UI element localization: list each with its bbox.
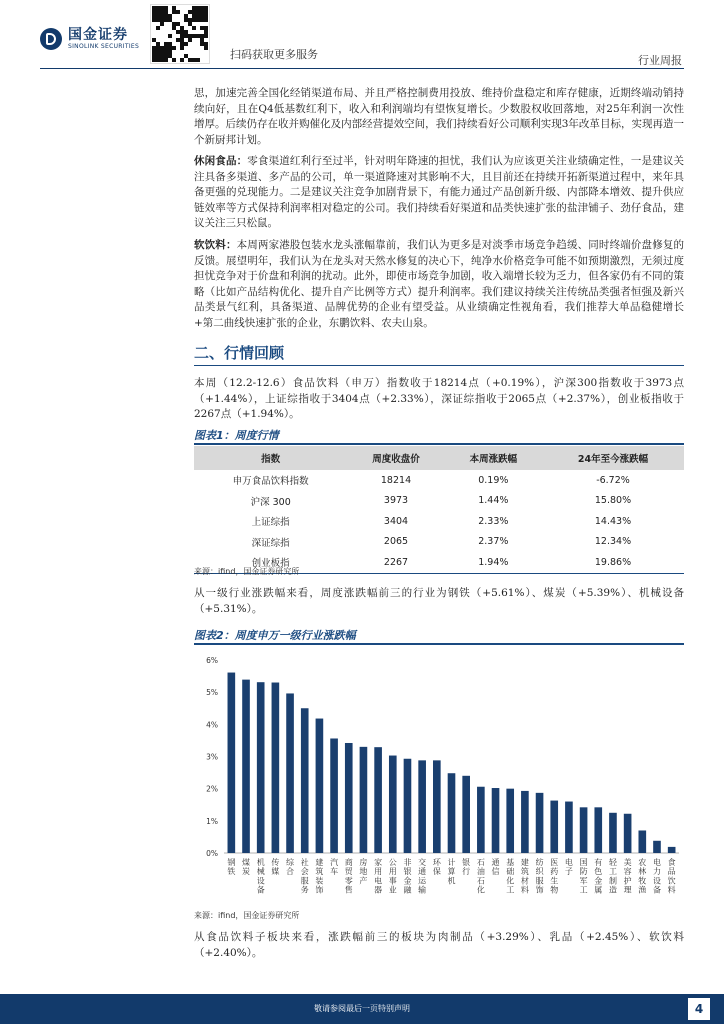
qr-module <box>180 46 184 50</box>
bar <box>565 802 573 853</box>
table-cell: 2065 <box>383 536 409 548</box>
x-tick-label: 计算机 <box>447 858 456 886</box>
table-row <box>194 532 684 553</box>
table-cell: 15.80% <box>594 495 632 507</box>
paragraph-industry: 从一级行业涨跌幅来看，周度涨跌幅前三的行业为钢铁（+5.61%）、煤炭（+5.39%）、机械设备（+5.31%）。 <box>194 587 684 615</box>
table-cell: 深证综指 <box>251 537 290 549</box>
logo-cn-text: 国金证券 <box>68 27 128 43</box>
logo-en-text: SINOLINK SECURITIES <box>68 43 140 50</box>
x-tick-label: 电子 <box>564 858 573 877</box>
qr-module <box>188 38 192 42</box>
x-tick-label: 纺织服饰 <box>535 858 544 895</box>
bar <box>242 680 250 853</box>
paragraph-drinks-body: 本周两家港股包装水龙头涨幅靠前，我们认为更多是对淡季市场竞争趋缓、同时终端价盘修复的反馈。展望明年，我们认为在龙头对天然水修复的决心下，纯净水价格竞争可能不如预期激烈，无须过度担忧竞争对于价盘和利润的扰动。此外，即使市场竞争加剧，收入端增长较为乏力，但各家仍有不同的策略（比如产品结构优化、提升自产比例等方式）提升利润率。我们建议持续关注传统品类强者恒强及新兴品类景气红利，具备渠道、品牌优势的企业有望受益。从业绩确定性视角看，我们推荐大单品稳健增长+第二曲线快速扩张的企业，东鹏饮料、农夫山泉。 <box>194 239 685 329</box>
paragraph-snacks-body: 零食渠道红利行至过半，针对明年降速的担忧，我们认为应该更关注业绩确定性，一是建议关注具备多渠道、多产品的公司，单一渠道降速对其影响不大，且目前还在持续开拓新渠道过程中，来年具备更强的兑现能力。二是建议关注竞争加剧背景下，有能力通过产品创新升级、内部降本增效、提升供应链效率等方式保持利润率相对稳定的公司。我们持续看好渠道和品类快速扩张的盐津铺子、劲仔食品，建议关注三只松鼠。 <box>194 155 685 230</box>
y-tick-label: 6% <box>206 656 218 665</box>
table-header-cell: 本周涨跌幅 <box>445 446 542 470</box>
x-tick-label: 美容护理 <box>623 858 632 895</box>
bar <box>609 813 617 853</box>
table-cell: 创业板指 <box>194 552 347 573</box>
x-tick-label: 商贸零售 <box>344 858 353 895</box>
qr-module <box>164 58 168 62</box>
qr-module <box>172 58 176 62</box>
table-header-cell: 24年至今涨跌幅 <box>542 446 684 470</box>
paragraph-market-review: 本周（12.2-12.6）食品饮料（申万）指数收于18214点（+0.19%），沪深300指数收于3973点（+1.44%），上证综指收于3404点（+2.33%），深证综指收于2065点（+2.37%），创业板指收于2267点（+1.94%）。 <box>194 377 684 421</box>
table-header-cell: 指数 <box>194 446 347 470</box>
qr-module <box>204 46 208 50</box>
bar <box>506 789 514 853</box>
paragraph-block-1 <box>194 86 684 148</box>
bar <box>301 708 309 853</box>
qr-module <box>204 18 208 22</box>
bar <box>521 791 529 853</box>
qr-module <box>172 46 176 50</box>
table-cell: 3404 <box>383 515 409 527</box>
x-tick-label: 社会服务 <box>300 858 309 895</box>
table-row <box>194 511 684 532</box>
table-cell: 1.94% <box>445 552 542 573</box>
qr-module <box>156 26 160 30</box>
bar <box>462 776 470 853</box>
x-tick-label: 环保 <box>432 858 441 877</box>
y-tick-label: 1% <box>206 816 218 826</box>
paragraph-block-6 <box>194 930 684 961</box>
company-logo <box>40 28 139 50</box>
table-cell: 19.86% <box>542 552 684 573</box>
header-divider <box>40 68 684 69</box>
disclaimer-note: 敬请参阅最后一页特别声明 <box>314 1004 410 1013</box>
scan-hint: 扫码获取更多服务 <box>230 48 318 61</box>
bar-chart-svg <box>194 648 684 900</box>
x-tick-label: 基础化工 <box>506 858 515 895</box>
table-header-cell: 周度收盘价 <box>347 446 444 470</box>
bar <box>316 719 324 853</box>
table-cell: 申万食品饮料指数 <box>232 476 309 488</box>
bar <box>580 807 588 853</box>
x-tick-label: 建筑装饰 <box>315 858 324 895</box>
bar <box>433 760 441 853</box>
x-tick-label: 钢铁 <box>227 858 236 877</box>
figure1-title: 图表1：周度行情 <box>194 429 279 442</box>
bar <box>668 847 676 853</box>
figure2-rule <box>194 643 684 645</box>
x-tick-label: 煤炭 <box>242 858 251 877</box>
table-cell: 14.43% <box>594 515 632 527</box>
weekly-market-table <box>194 446 684 574</box>
qr-module <box>184 42 188 46</box>
bar <box>418 760 426 853</box>
table-cell: 1.44% <box>478 495 509 507</box>
bar <box>374 747 382 853</box>
figure1-rule <box>194 443 684 445</box>
bar <box>330 738 338 853</box>
x-tick-label: 汽车 <box>330 858 339 877</box>
qr-module <box>192 26 196 30</box>
page-footer <box>0 994 724 1024</box>
table-cell: 沪深 300 <box>250 496 291 508</box>
table-cell: 0.19% <box>478 474 509 486</box>
bar <box>594 807 602 853</box>
bar <box>492 788 500 853</box>
x-tick-label: 有色金属 <box>594 858 603 895</box>
table-cell: 2267 <box>347 552 444 573</box>
paragraph-block-4 <box>194 376 684 423</box>
figure2-source: 来源：ifind，国金证券研究所 <box>194 911 300 920</box>
x-tick-label: 轻工制造 <box>608 858 617 895</box>
page-header <box>0 0 724 70</box>
x-tick-label: 家用电器 <box>374 858 383 895</box>
table-row <box>194 470 684 491</box>
y-tick-label: 3% <box>206 752 218 762</box>
figure1-source: 来源：ifind，国金证券研究所 <box>194 567 300 576</box>
x-tick-label: 公用事业 <box>388 858 397 895</box>
paragraph-drinks <box>194 238 684 332</box>
x-tick-label: 综合 <box>286 858 295 877</box>
x-tick-label: 食品饮料 <box>667 858 676 895</box>
x-tick-label: 传媒 <box>271 858 280 877</box>
x-tick-label: 机械设备 <box>256 858 265 895</box>
table-cell: 2.33% <box>478 515 509 527</box>
page-number: 4 <box>688 998 710 1020</box>
table-cell: -6.72% <box>596 474 630 486</box>
bar <box>272 683 280 853</box>
x-tick-label: 国防军工 <box>579 858 588 895</box>
figure2-title: 图表2：周度申万一级行业涨跌幅 <box>194 629 356 642</box>
section-title: 二、行情回顾 <box>194 344 285 362</box>
x-tick-label: 农林牧渔 <box>638 858 647 895</box>
x-tick-label: 石油石化 <box>476 858 485 895</box>
x-tick-label: 房地产 <box>359 858 368 886</box>
y-tick-label: 5% <box>206 688 218 698</box>
paragraph-drinks-lead: 软饮料： <box>194 239 237 251</box>
x-tick-label: 银行 <box>462 858 471 877</box>
section-divider <box>194 365 684 366</box>
x-tick-label: 通信 <box>491 858 500 877</box>
x-tick-label: 电力设备 <box>652 858 661 895</box>
table-cell: 12.34% <box>594 536 632 548</box>
paragraph-company: 思，加速完善全国化经销渠道布局、并且严格控制费用投放、维持价盘稳定和库存健康，近期终端动销持续向好，且在Q4低基数红利下，收入和利润端均有望恢复增长。少数股权收回落地，对25年利润一次性增厚。后续仍存在收并购催化及内部经营提效空间，我们持续看好公司顺利实现3年改革目标，实现再造一个新厨邦计划。 <box>194 87 684 146</box>
paragraph-block-5 <box>194 586 684 617</box>
table-cell: 2.37% <box>478 536 509 548</box>
qr-module <box>160 22 164 26</box>
table-cell: 上证综指 <box>251 517 290 529</box>
x-tick-label: 非银金融 <box>403 858 412 895</box>
y-tick-label: 2% <box>206 784 218 794</box>
bar <box>360 747 368 853</box>
bar <box>345 743 353 853</box>
bar <box>624 814 632 853</box>
bar <box>536 793 544 853</box>
bar <box>653 841 661 853</box>
bar <box>257 682 265 853</box>
qr-module <box>176 10 180 14</box>
qr-code-icon[interactable] <box>150 4 210 64</box>
bar <box>477 787 485 853</box>
table-row <box>194 491 684 512</box>
paragraph-snacks-lead: 休闲食品： <box>194 155 248 167</box>
bar <box>228 673 236 853</box>
qr-module <box>180 58 184 62</box>
report-type: 行业周报 <box>638 54 682 67</box>
bar <box>404 759 412 853</box>
industry-bar-chart <box>194 648 684 900</box>
x-tick-label: 医药生物 <box>550 858 559 895</box>
paragraph-subsector: 从食品饮料子板块来看，涨跌幅前三的板块为肉制品（+3.29%）、乳品（+2.45%）、软饮料（+2.40%）。 <box>194 931 684 959</box>
y-tick-label: 4% <box>206 720 218 730</box>
bar <box>448 773 456 853</box>
qr-module <box>168 34 172 38</box>
x-tick-label: 建筑材料 <box>520 858 529 895</box>
paragraph-block-2 <box>194 154 684 232</box>
bar <box>389 756 397 853</box>
bar <box>286 693 294 853</box>
paragraph-block-3 <box>194 238 684 332</box>
logo-mark-icon <box>40 28 62 50</box>
bar <box>638 830 646 853</box>
table-header-row <box>194 446 684 470</box>
bar <box>550 801 558 853</box>
y-tick-label: 0% <box>206 849 218 858</box>
qr-module <box>196 58 200 62</box>
table-cell: 3973 <box>383 495 409 507</box>
paragraph-snacks <box>194 154 684 232</box>
x-tick-label: 交通运输 <box>418 858 427 895</box>
qr-module <box>204 34 208 38</box>
table-cell: 18214 <box>380 474 412 486</box>
